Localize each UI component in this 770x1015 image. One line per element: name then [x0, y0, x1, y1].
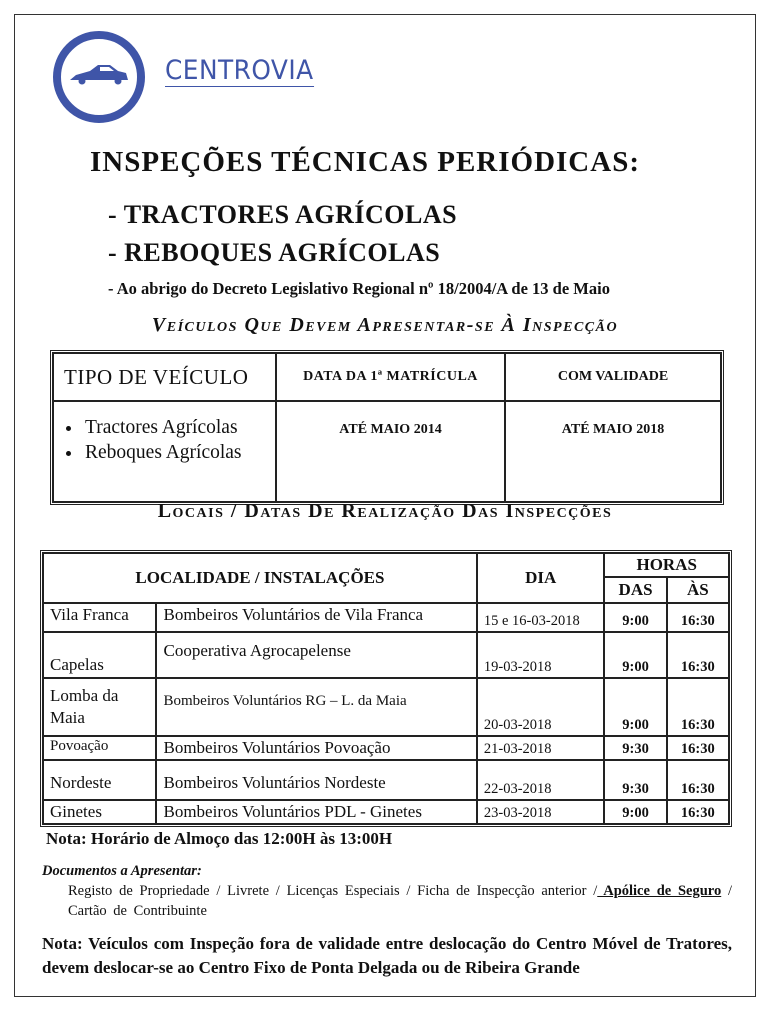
from-cell: 9:00	[604, 632, 666, 678]
day-cell: 20-03-2018	[477, 678, 605, 736]
day-cell: 21-03-2018	[477, 736, 605, 760]
page-title: INSPEÇÕES TÉCNICAS PERIÓDICAS:	[90, 146, 640, 178]
day-cell: 22-03-2018	[477, 760, 605, 800]
vehicle-types-cell	[53, 401, 276, 502]
installation-cell: Bombeiros Voluntários PDL - Ginetes	[156, 800, 476, 824]
decree-reference: - Ao abrigo do Decreto Legislativo Regional nº 18/2004/A de 13 de Maio	[108, 279, 610, 298]
car-logo-icon	[52, 30, 146, 124]
lunch-note: Nota: Horário de Almoço das 12:00H às 13:00H	[46, 829, 393, 848]
to-cell: 16:30	[667, 603, 729, 632]
to-cell: 16:30	[667, 800, 729, 824]
installation-cell: Bombeiros Voluntários Povoação	[156, 736, 476, 760]
installation-cell: Bombeiros Voluntários Nordeste	[156, 760, 476, 800]
to-cell: 16:30	[667, 760, 729, 800]
installation-cell: Cooperativa Agrocapelense	[156, 632, 476, 678]
from-cell: 9:00	[604, 800, 666, 824]
documents-tail: / Cartão de Contribuinte	[68, 883, 733, 919]
header-registration-date: DATA DA 1ª MATRÍCULA	[276, 353, 505, 401]
subtitle-trailers: - REBOQUES AGRÍCOLAS	[108, 238, 441, 267]
documents-list	[68, 881, 732, 921]
from-cell: 9:30	[604, 736, 666, 760]
table-header-row	[43, 553, 729, 577]
list-item: • Reboques Agrícolas	[83, 440, 274, 465]
location-cell: Vila Franca	[43, 603, 156, 632]
from-cell: 9:30	[604, 760, 666, 800]
table-row	[43, 760, 729, 800]
header-from: DAS	[604, 577, 666, 603]
brand-name: CENTROVIA	[165, 55, 314, 86]
header-validity: COM VALIDADE	[505, 353, 721, 401]
table-row	[53, 401, 721, 502]
header-day: DIA	[477, 553, 605, 603]
validity-value: ATÉ MAIO 2018	[505, 401, 721, 502]
table-header-row	[53, 353, 721, 401]
documents-text: Registo de Propriedade / Livrete / Licenças Especiais / Ficha de Inspecção anterior /	[68, 883, 598, 899]
day-cell: 23-03-2018	[477, 800, 605, 824]
section-locations-title: Locais / Datas De Realização Das Inspecções	[157, 500, 613, 522]
table-row	[43, 800, 729, 824]
location-cell: Lomba da Maia	[43, 678, 156, 736]
from-cell: 9:00	[604, 603, 666, 632]
list-item: • Tractores Agrícolas	[83, 415, 274, 440]
to-cell: 16:30	[667, 632, 729, 678]
table-row	[43, 603, 729, 632]
header-to: ÀS	[667, 577, 729, 603]
installation-cell: Bombeiros Voluntários RG – L. da Maia	[156, 678, 476, 736]
vehicle-types-list	[55, 415, 274, 465]
to-cell: 16:30	[667, 736, 729, 760]
registration-date-value: ATÉ MAIO 2014	[276, 401, 505, 502]
schedule-table	[40, 550, 732, 827]
vehicle-table	[50, 350, 724, 505]
from-cell: 9:00	[604, 678, 666, 736]
header-location: LOCALIDADE / INSTALAÇÕES	[43, 553, 477, 603]
header-vehicle-type: TIPO DE VEÍCULO	[53, 353, 276, 401]
installation-cell: Bombeiros Voluntários de Vila Franca	[156, 603, 476, 632]
header-hours: HORAS	[604, 553, 729, 577]
subtitle-tractors: - TRACTORES AGRÍCOLAS	[108, 200, 458, 229]
location-cell: Capelas	[43, 632, 156, 678]
location-cell: Ginetes	[43, 800, 156, 824]
location-cell: Povoação	[43, 736, 156, 760]
location-cell: Nordeste	[43, 760, 156, 800]
final-note: Nota: Veículos com Inspeção fora de validade entre deslocação do Centro Móvel de Tratores, devem deslocar-se ao Centro Fixo de Ponta Delgada ou de Ribeira Grande	[42, 934, 732, 977]
to-cell: 16:30	[667, 678, 729, 736]
day-cell: 15 e 16-03-2018	[477, 603, 605, 632]
documents-title: Documentos a Apresentar:	[42, 863, 202, 879]
section-vehicles-title: Veículos Que Devem Apresentar-se À Inspecção	[151, 314, 619, 336]
insurance-policy-text: Apólice de Seguro	[597, 883, 722, 899]
day-cell: 19-03-2018	[477, 632, 605, 678]
table-row	[43, 632, 729, 678]
table-row	[43, 678, 729, 736]
table-row	[43, 736, 729, 760]
